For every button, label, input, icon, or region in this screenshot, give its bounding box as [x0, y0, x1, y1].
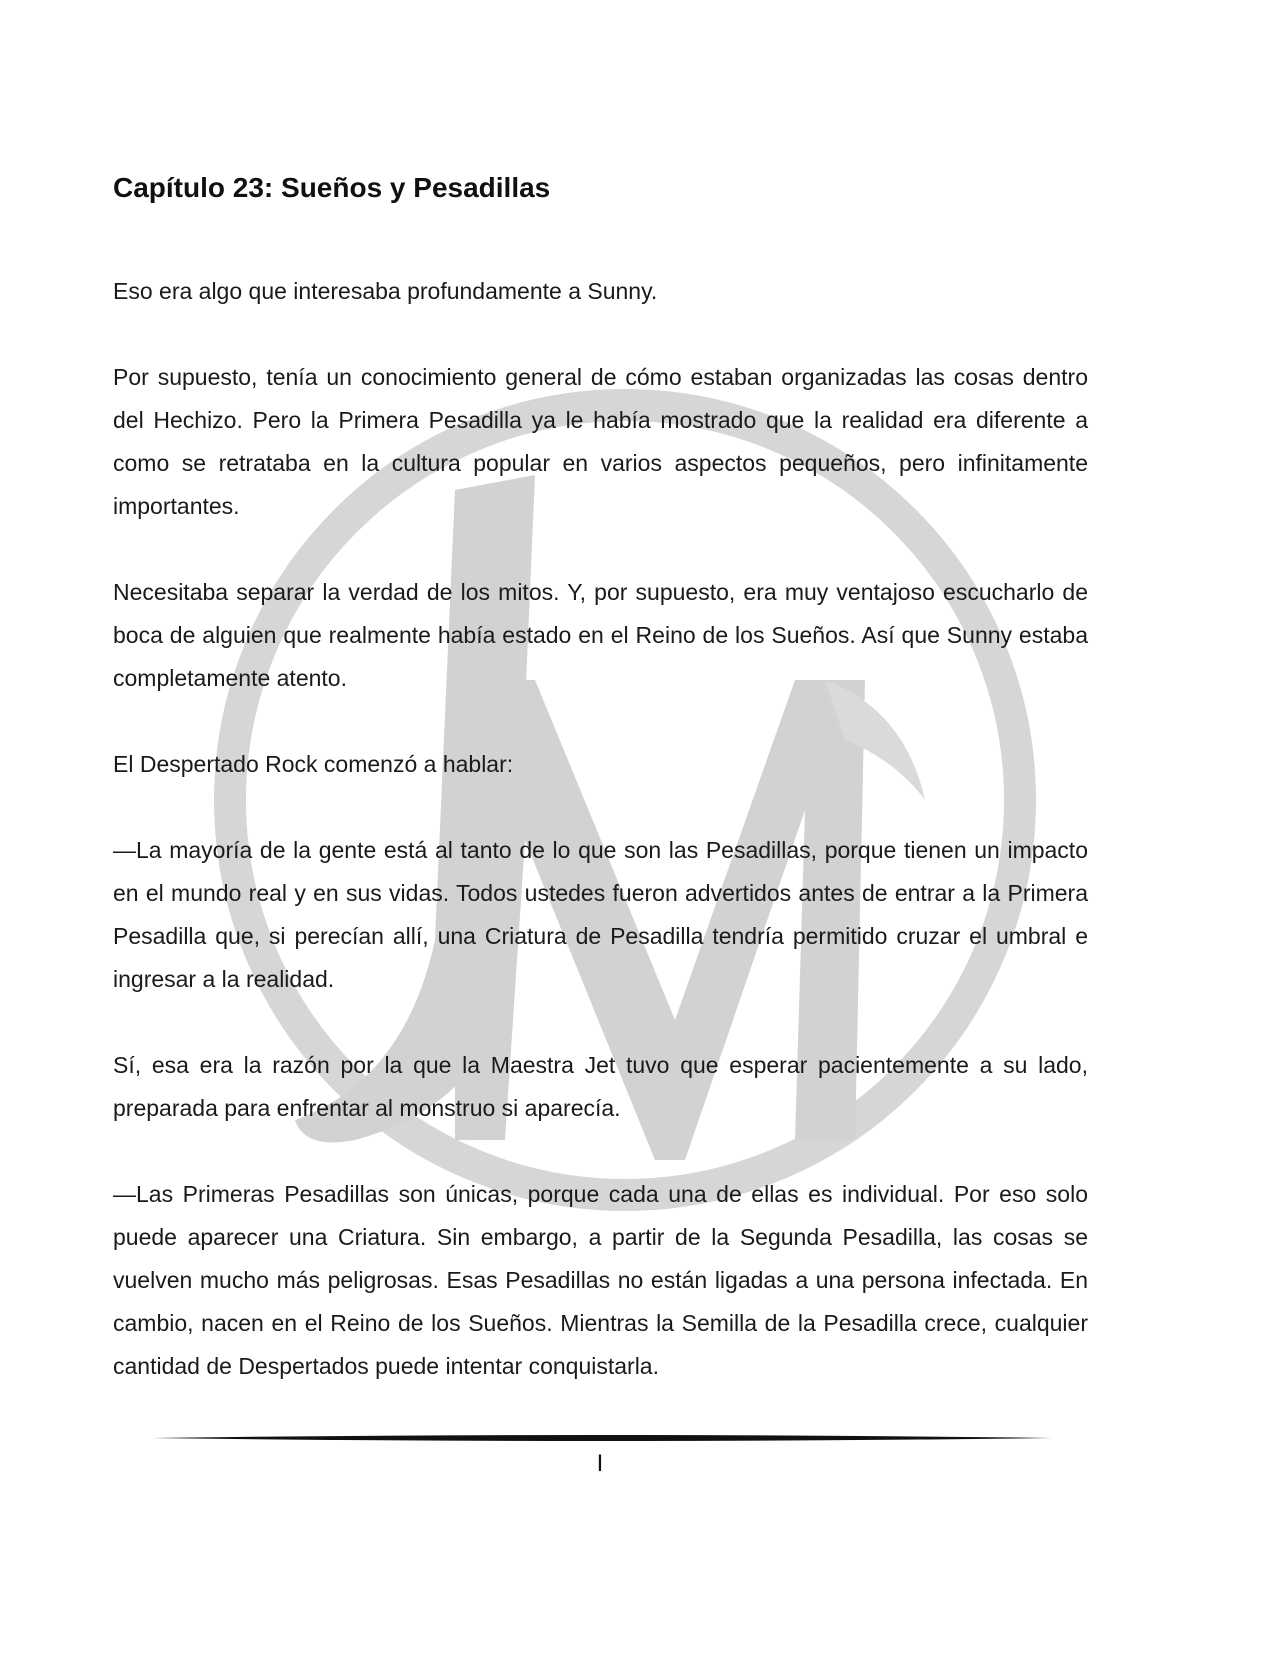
footer-divider — [152, 1432, 1052, 1444]
page-body — [113, 170, 1088, 1431]
chapter-title: Capítulo 23: Sueños y Pesadillas — [113, 172, 551, 203]
paragraph: Necesitaba separar la verdad de los mitos. Y, por supuesto, era muy ventajoso escucharlo de boca de alguien que realmente había estado en el Reino de los Sueños. Así que Sunny estaba completamente atento. — [113, 579, 1088, 692]
page-number: I — [596, 1450, 604, 1477]
paragraph: Eso era algo que interesaba profundamente a Sunny. — [113, 278, 658, 305]
paragraph: —Las Primeras Pesadillas son únicas, porque cada una de ellas es individual. Por eso solo puede aparecer una Criatura. Sin embargo, a partir de la Segunda Pesadilla, las cosas se vuelven mucho más peligrosas. Esas Pesadillas no están ligadas a una persona infectada. En cambio, nacen en el Reino de los Sueños. Mientras la Semilla de la Pesadilla crece, cualquier cantidad de Despertados puede intentar conquistarla. — [113, 1181, 1088, 1380]
paragraph: —La mayoría de la gente está al tanto de lo que son las Pesadillas, porque tienen un impacto en el mundo real y en sus vidas. Todos ustedes fueron advertidos antes de entrar a la Primera Pesadilla que, si perecían allí, una Criatura de Pesadilla tendría permitido cruzar el umbral e ingresar a la realidad. — [113, 837, 1088, 993]
paragraph: Sí, esa era la razón por la que la Maestra Jet tuvo que esperar pacientemente a su lado, preparada para enfrentar al monstruo si aparecía. — [113, 1052, 1088, 1122]
paragraph: Por supuesto, tenía un conocimiento general de cómo estaban organizadas las cosas dentro del Hechizo. Pero la Primera Pesadilla ya le había mostrado que la realidad era diferente a como se retrataba en la cultura popular en varios aspectos pequeños, pero infinitamente importantes. — [113, 364, 1088, 520]
paragraph: El Despertado Rock comenzó a hablar: — [113, 751, 514, 778]
